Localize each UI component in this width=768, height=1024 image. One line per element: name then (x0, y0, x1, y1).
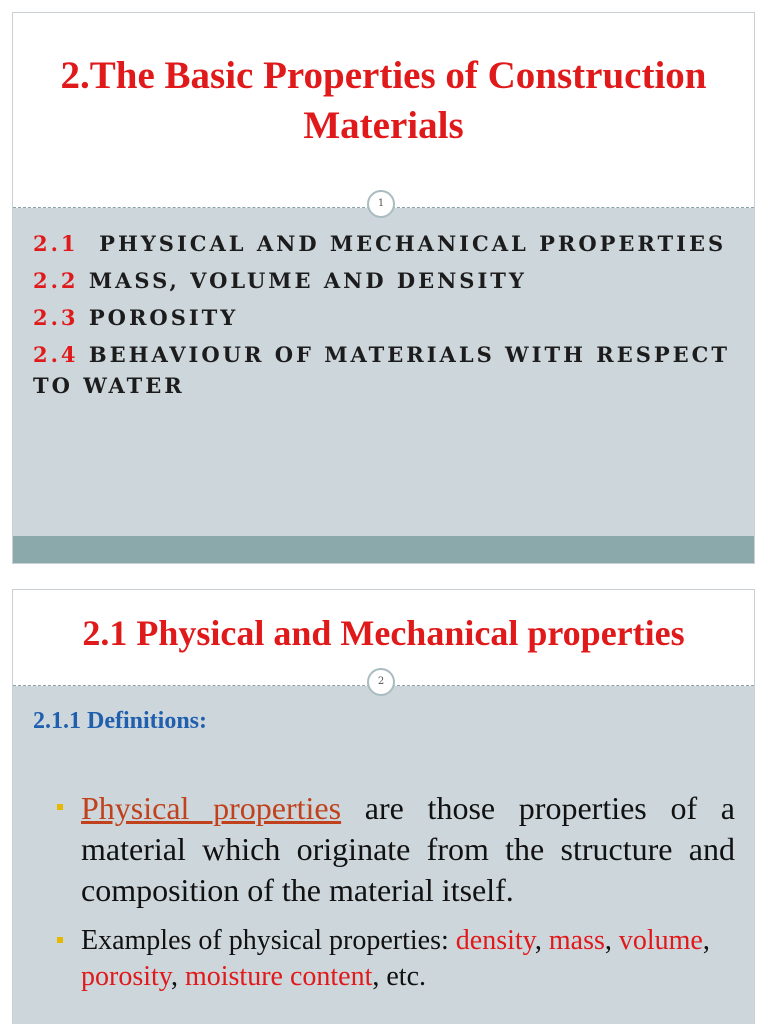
toc-item-text: MASS, VOLUME AND DENSITY (88, 268, 527, 293)
toc-item-number: 2.3 (33, 305, 79, 330)
definition-text: are those properties of a material which originate from the structure and composition of the material itself. (81, 790, 736, 908)
toc-item (33, 339, 733, 401)
slide-1-footer-bar (13, 536, 754, 563)
example-term: density (455, 925, 535, 956)
slide-2-title: 2.1 Physical and Mechanical properties (82, 613, 685, 653)
slide-number-badge: 2 (367, 668, 395, 696)
table-of-contents (33, 228, 733, 407)
toc-item (33, 228, 733, 259)
example-term: moisture content (184, 961, 373, 992)
slide-1-header (13, 13, 754, 205)
toc-item (33, 302, 733, 333)
definitions-heading: 2.1.1 Definitions: (33, 708, 207, 734)
list-item (55, 788, 735, 911)
toc-item-text: POROSITY (88, 305, 239, 330)
toc-item-number: 2.4 (33, 342, 79, 367)
toc-item-text: PHYSICAL AND MECHANICAL PROPERTIES (99, 231, 727, 256)
toc-item-number: 2.2 (33, 268, 79, 293)
slide-1-body (13, 208, 754, 538)
example-term: porosity (81, 961, 171, 992)
list-item: Examples of physical properties: density, mass, volume, porosity, moisture content, etc. (55, 923, 735, 995)
definitions-list (55, 788, 735, 995)
slide-2-body (13, 686, 754, 1024)
toc-item-text: BEHAVIOUR OF MATERIALS WITH RESPECT TO WATER (33, 342, 731, 398)
slide-1 (12, 12, 755, 564)
example-term: mass (548, 925, 605, 956)
physical-properties-term[interactable]: Physical properties (81, 790, 342, 826)
toc-item (33, 265, 733, 296)
example-term: volume (618, 925, 703, 956)
examples-lead: Examples of physical properties: (81, 925, 449, 956)
slide-number-badge: 1 (367, 190, 395, 218)
examples-tail: etc. (386, 961, 427, 992)
toc-item-number: 2.1 (33, 231, 79, 256)
slide-1-title: 2.The Basic Properties of Construction Materials (60, 54, 707, 147)
slide-2 (12, 589, 755, 1024)
